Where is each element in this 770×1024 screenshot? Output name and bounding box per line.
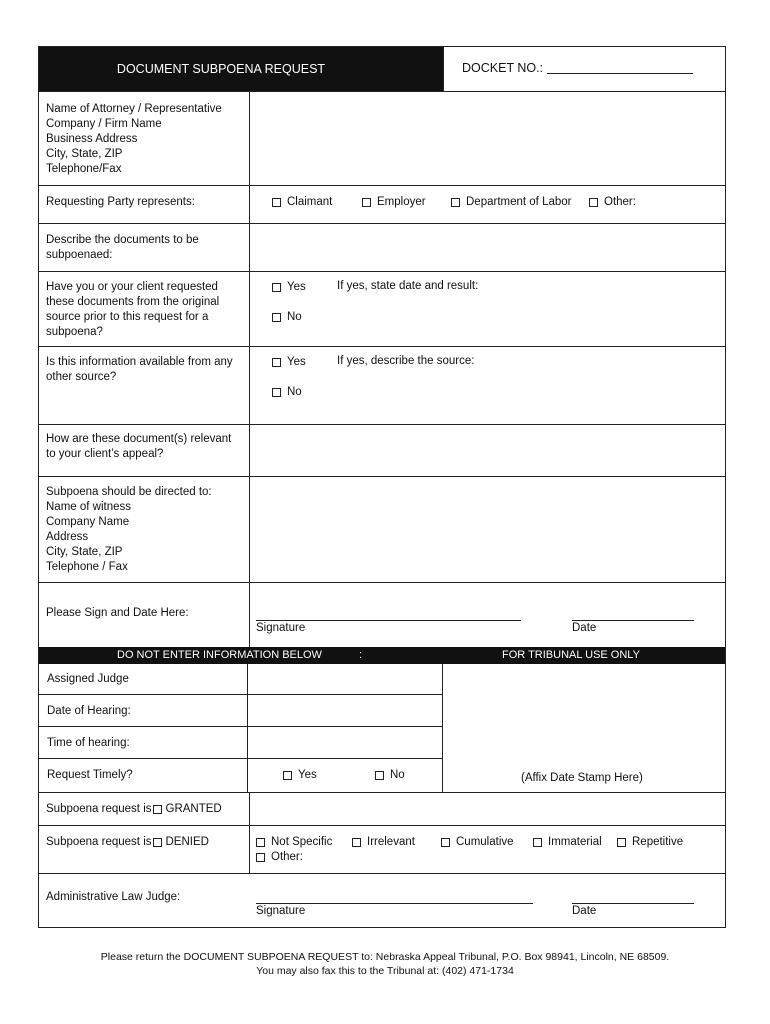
divider <box>39 91 725 92</box>
attorney-label-1: Name of Attorney / Representative <box>46 103 222 115</box>
relevant-label-2: to your client’s appeal? <box>46 448 164 460</box>
assigned-judge-label: Assigned Judge <box>47 673 129 685</box>
option-label: Yes <box>287 281 306 293</box>
column-divider <box>247 664 248 792</box>
divider <box>39 792 725 793</box>
time-of-hearing-field[interactable] <box>249 728 441 756</box>
alj-label: Administrative Law Judge: <box>46 891 181 903</box>
option-label: Claimant <box>287 196 333 208</box>
divider <box>39 271 725 272</box>
reason-other[interactable] <box>256 850 303 864</box>
form-title-bar <box>39 47 443 91</box>
divider <box>39 223 725 224</box>
attorney-label-5: Telephone/Fax <box>46 163 122 175</box>
checkbox[interactable] <box>272 198 281 207</box>
option-claimant[interactable] <box>272 195 332 209</box>
directed-label-3: Company Name <box>46 516 130 528</box>
describe-label-2: subpoenaed: <box>46 249 113 261</box>
checkbox[interactable] <box>256 853 265 862</box>
option-label: Employer <box>377 196 426 208</box>
attorney-label-3: Business Address <box>46 133 138 145</box>
other-source-label-2: other source? <box>46 371 117 383</box>
date-of-hearing-label: Date of Hearing: <box>47 705 131 717</box>
option-employer[interactable] <box>362 195 426 209</box>
requested-before-label-4: subpoena? <box>46 326 103 338</box>
denied-prefix: Subpoena request is <box>46 836 152 848</box>
other-source-label-1: Is this information available from any <box>46 356 233 368</box>
divider <box>39 476 725 477</box>
time-of-hearing-label: Time of hearing: <box>47 737 130 749</box>
date-of-hearing-field[interactable] <box>249 696 441 724</box>
checkbox[interactable] <box>589 198 598 207</box>
timely-yes[interactable] <box>283 768 317 782</box>
directed-label-6: Telephone / Fax <box>46 561 128 573</box>
other-source-yes[interactable] <box>272 355 306 369</box>
requested-before-label-2: these documents from the original <box>46 296 220 308</box>
divider <box>39 346 725 347</box>
checkbox[interactable] <box>441 838 450 847</box>
option-label: No <box>287 311 302 323</box>
requested-yes[interactable] <box>272 280 306 294</box>
divider <box>39 424 725 425</box>
docket-number-field[interactable] <box>547 62 693 74</box>
divider <box>39 726 443 727</box>
option-label: Department of Labor <box>466 196 572 208</box>
divider <box>39 185 725 186</box>
option-label: No <box>390 769 405 781</box>
option-label: Yes <box>287 356 306 368</box>
reason-not-specific[interactable] <box>256 835 332 849</box>
option-label: Immaterial <box>548 836 602 848</box>
footer-return-line: Please return the DOCUMENT SUBPOENA REQUEST to: Nebraska Appeal Tribunal, P.O. Box 98941, Lincoln, NE 68509. <box>100 951 670 963</box>
reason-irrelevant[interactable] <box>352 835 415 849</box>
directed-label-1: Subpoena should be directed to: <box>46 486 212 498</box>
option-department-of-labor[interactable] <box>451 195 571 209</box>
other-source-no[interactable] <box>272 385 302 399</box>
relevance-input-area[interactable] <box>251 426 723 474</box>
option-label: Cumulative <box>456 836 514 848</box>
alj-date-line[interactable] <box>572 903 694 904</box>
option-label: Other: <box>604 196 636 208</box>
other-source-note: If yes, describe the source: <box>337 355 475 367</box>
date-line[interactable] <box>572 620 694 621</box>
requested-before-label-3: source prior to this request for a <box>46 311 209 323</box>
docket-label: DOCKET NO.: <box>462 61 544 75</box>
checkbox[interactable] <box>272 388 281 397</box>
option-label: Irrelevant <box>367 836 415 848</box>
checkbox[interactable] <box>362 198 371 207</box>
granted-row[interactable] <box>46 802 222 816</box>
column-divider <box>442 664 443 792</box>
column-divider <box>249 91 250 647</box>
granted-field[interactable] <box>251 794 723 824</box>
signature-caption: Signature <box>256 622 306 634</box>
attorney-label-2: Company / Firm Name <box>46 118 162 130</box>
option-other[interactable] <box>589 195 636 209</box>
granted-label: GRANTED <box>165 803 222 815</box>
option-label: No <box>287 386 302 398</box>
requested-before-label-1: Have you or your client requested <box>46 281 218 293</box>
checkbox[interactable] <box>256 838 265 847</box>
date-stamp-note: (Affix Date Stamp Here) <box>521 772 643 784</box>
date-stamp-area <box>444 665 725 791</box>
sign-label: Please Sign and Date Here: <box>46 607 189 619</box>
footer-fax-line: You may also fax this to the Tribunal at: (402) 471-1734 <box>256 965 514 977</box>
divider <box>39 694 443 695</box>
alj-signature-caption: Signature <box>256 905 306 917</box>
option-label: Not Specific <box>271 836 333 848</box>
checkbox[interactable] <box>533 838 542 847</box>
directed-label-4: Address <box>46 531 89 543</box>
checkbox[interactable] <box>153 838 162 847</box>
reason-repetitive[interactable] <box>617 835 683 849</box>
assigned-judge-field[interactable] <box>249 665 441 693</box>
signature-line[interactable] <box>256 620 521 621</box>
reason-cumulative[interactable] <box>441 835 514 849</box>
divider <box>39 582 725 583</box>
requested-note: If yes, state date and result: <box>337 280 479 292</box>
date-caption: Date <box>572 622 597 634</box>
tribunal-use-bar <box>39 647 725 664</box>
directed-label-5: City, State, ZIP <box>46 546 123 558</box>
subpoena-form <box>38 46 726 928</box>
checkbox[interactable] <box>617 838 626 847</box>
divider <box>39 758 443 759</box>
requesting-party-label: Requesting Party represents: <box>46 196 195 208</box>
checkbox[interactable] <box>375 771 384 780</box>
checkbox[interactable] <box>153 805 162 814</box>
checkbox[interactable] <box>352 838 361 847</box>
describe-label-1: Describe the documents to be <box>46 234 199 246</box>
relevant-label-1: How are these document(s) relevant <box>46 433 232 445</box>
attorney-label-4: City, State, ZIP <box>46 148 123 160</box>
checkbox[interactable] <box>272 358 281 367</box>
alj-signature-line[interactable] <box>256 903 533 904</box>
bar-colon: : <box>359 649 363 661</box>
alj-date-caption: Date <box>572 905 597 917</box>
option-label: Repetitive <box>632 836 684 848</box>
granted-prefix: Subpoena request is <box>46 803 152 815</box>
timely-no[interactable] <box>375 768 405 782</box>
checkbox[interactable] <box>272 313 281 322</box>
form-title: DOCUMENT SUBPOENA REQUEST <box>116 62 326 76</box>
witness-input-area[interactable] <box>251 478 723 580</box>
requested-no[interactable] <box>272 310 302 324</box>
checkbox[interactable] <box>451 198 460 207</box>
tribunal-use-text: FOR TRIBUNAL USE ONLY <box>502 649 640 661</box>
describe-input-area[interactable] <box>251 225 723 269</box>
do-not-enter-text: DO NOT ENTER INFORMATION BELOW <box>117 649 322 661</box>
option-label: Other: <box>271 851 303 863</box>
denied-label: DENIED <box>165 836 209 848</box>
column-divider <box>249 792 250 873</box>
reason-immaterial[interactable] <box>533 835 602 849</box>
divider <box>39 873 725 874</box>
request-timely-label: Request Timely? <box>47 769 133 781</box>
docket-cell <box>443 47 726 91</box>
attorney-input-area[interactable] <box>251 93 723 183</box>
directed-label-2: Name of witness <box>46 501 132 513</box>
option-label: Yes <box>298 769 317 781</box>
divider <box>39 825 725 826</box>
checkbox[interactable] <box>283 771 292 780</box>
denied-row[interactable] <box>46 835 209 849</box>
checkbox[interactable] <box>272 283 281 292</box>
